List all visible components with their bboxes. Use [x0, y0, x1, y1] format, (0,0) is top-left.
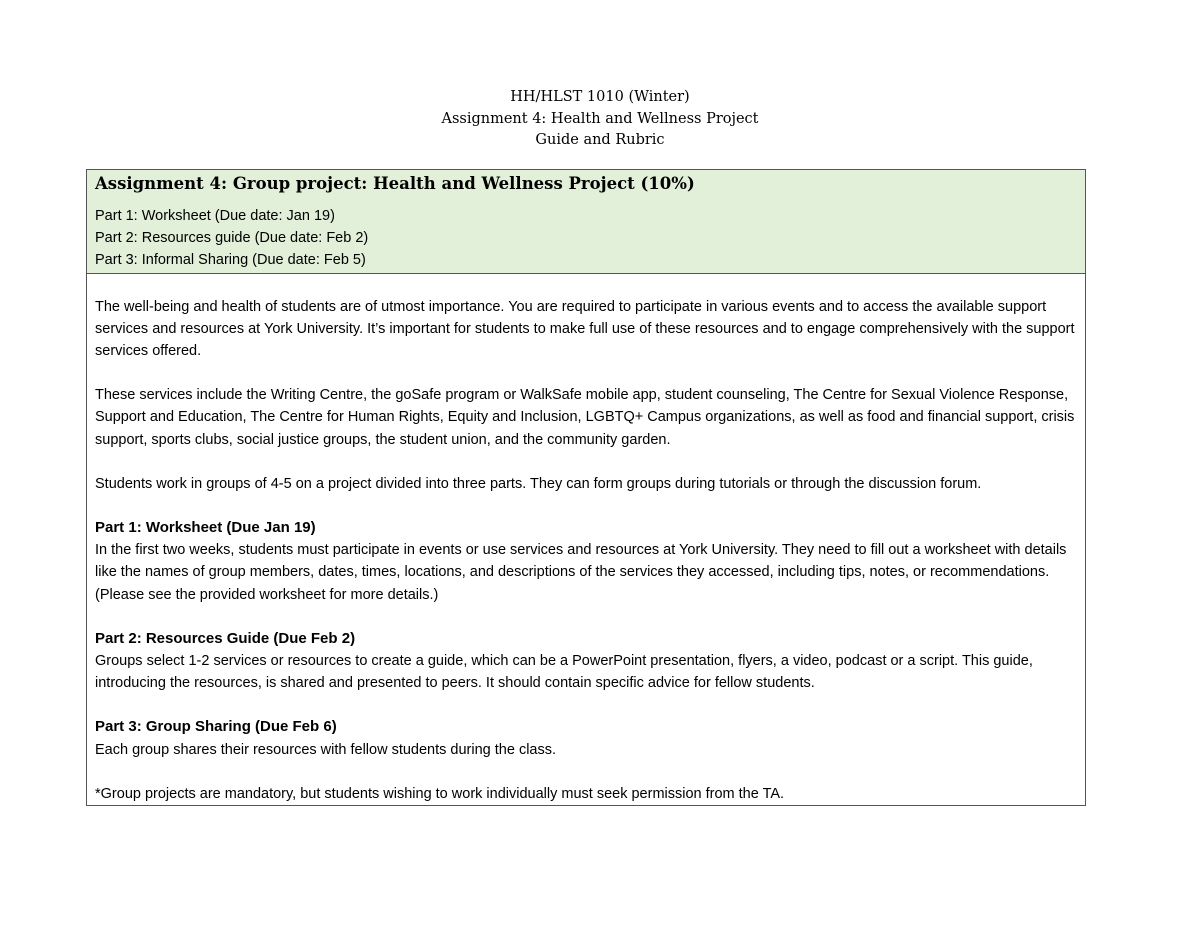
- section-body: Groups select 1-2 services or resources to create a guide, which can be a PowerPoint presentation, flyers, a video, podcast or a script. This guide, introducing the resources, is shared and presented to peers. It should contain specific advice for fellow students.: [95, 653, 1033, 692]
- section-body: Each group shares their resources with fellow students during the class.: [95, 741, 557, 758]
- intro-paragraph-services: These services include the Writing Centre, the goSafe program or WalkSafe mobile app, student counseling, The Centre for Sexual Violence Response, Support and Education, The Centre for Human Rights, Equity and Inclusion, LGBTQ+ Campus organizations, as well as food and financial support, crisis support, sports clubs, social justice groups, the student union, and the community garden.: [95, 387, 1075, 448]
- intro-paragraph-groups: Students work in groups of 4-5 on a project divided into three parts. They can form groups during tutorials or through the discussion forum.: [95, 475, 982, 492]
- footnote: *Group projects are mandatory, but students wishing to work individually must seek permission from the TA.: [95, 785, 785, 802]
- section-title: Part 2: Resources Guide (Due Feb 2): [95, 629, 356, 647]
- part-1-due-line: Part 1: Worksheet (Due date: Jan 19): [95, 208, 335, 224]
- table-title: Assignment 4: Group project: Health and Wellness Project (10%): [95, 174, 695, 193]
- assignment-heading: Assignment 4: Health and Wellness Project: [441, 110, 759, 127]
- intro-paragraph-wellbeing: The well-being and health of students are of utmost importance. You are required to participate in various events and to access the available support services and resources at York University. It’s important for students to make full use of these resources and to engage comprehensively with the support services offered.: [95, 298, 1075, 360]
- document-subtitle: Guide and Rubric: [535, 132, 665, 148]
- assignment-table: [86, 169, 1086, 806]
- section-part-3: [95, 716, 1077, 760]
- section-title: Part 3: Group Sharing (Due Feb 6): [95, 718, 337, 736]
- part-3-due-line: Part 3: Informal Sharing (Due date: Feb 5): [95, 252, 366, 269]
- section-part-2: [95, 628, 1077, 695]
- table-body-row: [87, 274, 1085, 805]
- document-header: [0, 87, 1200, 152]
- part-2-due-line: Part 2: Resources guide (Due date: Feb 2): [95, 230, 369, 247]
- course-code: HH/HLST 1010 (Winter): [510, 89, 690, 105]
- section-title: Part 1: Worksheet (Due Jan 19): [95, 519, 316, 537]
- section-part-1: [95, 517, 1077, 606]
- table-header-row: [87, 170, 1085, 274]
- section-body: In the first two weeks, students must participate in events or use services and resources at York University. They need to fill out a worksheet with details like the names of group members, dates, times, locations, and descriptions of the services they accessed, including tips, notes, or recommendations. (Please see the provided worksheet for more details.): [95, 542, 1067, 603]
